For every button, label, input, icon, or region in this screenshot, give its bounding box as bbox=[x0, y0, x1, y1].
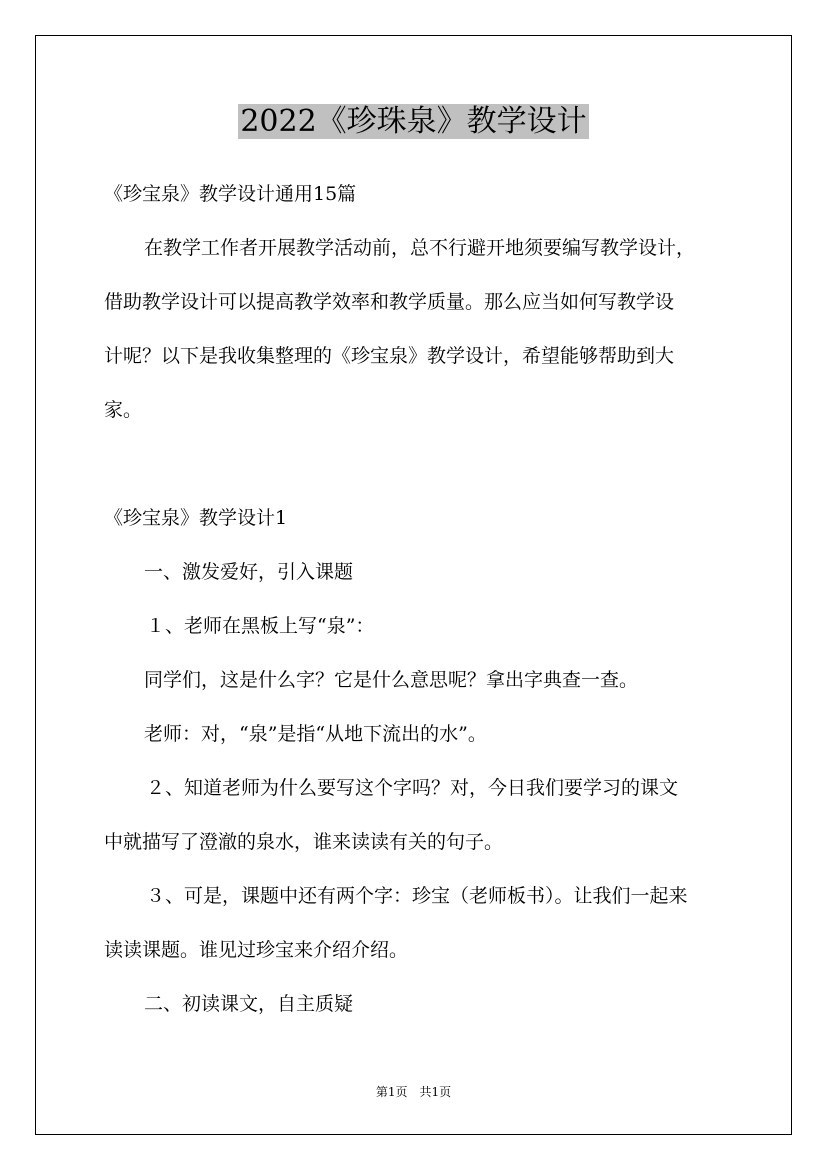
intro-line: 在教学工作者开展教学活动前，总不行避开地须要编写教学设计， bbox=[144, 237, 696, 259]
page-footer: 第1页 共1页 bbox=[375, 1085, 452, 1099]
intro-line: 计呢？以下是我收集整理的《珍宝泉》教学设计，希望能够帮助到大 bbox=[104, 345, 675, 367]
intro-line: 家。 bbox=[104, 399, 143, 421]
body-line: 二、初读课文，自主质疑 bbox=[144, 993, 354, 1015]
body-line: 中就描写了澄澈的泉水，谁来读读有关的句子。 bbox=[104, 831, 504, 853]
body-line: １、老师在黑板上写“泉”： bbox=[146, 615, 375, 637]
body-line: 同学们，这是什么字？它是什么意思呢？拿出字典查一查。 bbox=[144, 669, 639, 691]
body-line: ２、知道老师为什么要写这个字吗？对，今日我们要学习的课文 bbox=[146, 777, 679, 799]
section-heading: 《珍宝泉》教学设计1 bbox=[104, 507, 288, 529]
document-title bbox=[0, 100, 827, 144]
body-line: 一、激发爱好，引入课题 bbox=[144, 561, 354, 583]
document-subtitle: 《珍宝泉》教学设计通用15篇 bbox=[104, 183, 357, 205]
document-title-text: 2022《珍珠泉》教学设计 bbox=[240, 104, 587, 139]
intro-line: 借助教学设计可以提高教学效率和教学质量。那么应当如何写教学设 bbox=[104, 291, 675, 313]
body-line: 老师：对，“泉”是指“从地下流出的水”。 bbox=[144, 723, 487, 745]
body-line: 读读课题。谁见过珍宝来介绍介绍。 bbox=[104, 939, 409, 961]
body-line: ３、可是，课题中还有两个字：珍宝（老师板书）。让我们一起来 bbox=[146, 885, 688, 907]
